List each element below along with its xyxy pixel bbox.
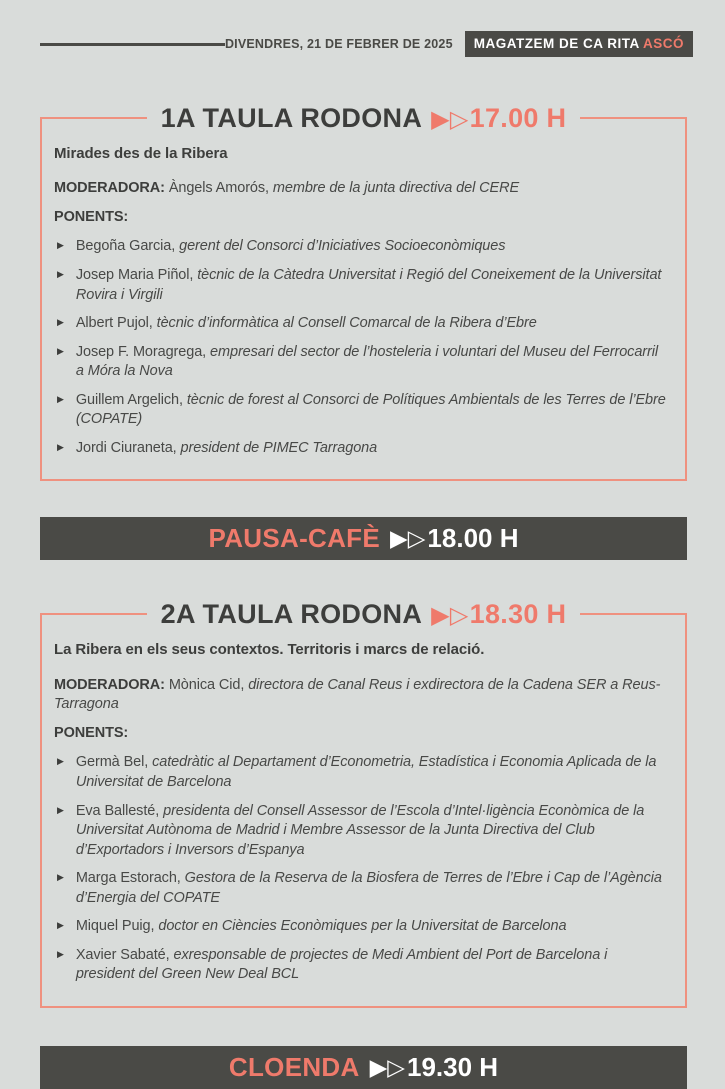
speaker-role: tècnic d’informàtica al Consell Comarcal de la Ribera d’Ebre: [156, 315, 537, 332]
bullet-arrow-icon: ▶: [57, 394, 64, 405]
session-1-speaker-list: [54, 237, 669, 458]
speaker-name: Josep F. Moragrega,: [75, 343, 207, 360]
bullet-arrow-icon: ▶: [57, 757, 64, 768]
speaker-name: Xavier Sabaté,: [75, 946, 170, 963]
break-label: PAUSA-CAFÈ: [208, 523, 381, 554]
speaker-item: [57, 869, 669, 908]
moderator-name: Àngels Amorós,: [168, 180, 269, 197]
speaker-name: Marga Estorach,: [75, 870, 181, 887]
venue-name: MAGATZEM DE CA RITA: [473, 36, 640, 51]
speaker-item: [57, 237, 669, 257]
speaker-role: Gestora de la Reserva de la Biosfera de Terres de l’Ebre i Cap de l’Agència d’Energia del COPATE: [75, 870, 662, 906]
speaker-role: presidenta del Consell Assessor de l’Escola d’Intel·ligència Econòmica de la Universitat Autònoma de Madrid i Membre Assessor de la Junta Directiva del Club d’Exportadors i Inversors d’Espanya: [75, 802, 645, 858]
speaker-item: [57, 439, 669, 459]
play-filled-icon: ▶: [431, 601, 450, 630]
session-1-title: [42, 99, 685, 142]
speaker-role: tècnic de la Càtedra Universitat i Regió del Coneixement de la Universitat Rovira i Virgili: [75, 266, 662, 303]
session-2-speaker-list: [54, 753, 669, 985]
moderator-name: Mònica Cid,: [168, 676, 245, 693]
session-1-body: [42, 119, 685, 479]
session-2-title: [42, 595, 685, 638]
header: [0, 0, 725, 57]
speaker-name: Eva Ballesté,: [75, 802, 160, 819]
session-1-time: 17.00 H: [469, 103, 567, 133]
speaker-item: [57, 314, 669, 334]
session-2-topic: La Ribera en els seus contextos. Territoris i marcs de relació.: [54, 641, 485, 659]
speaker-role: gerent del Consorci d’Iniciatives Socioeconòmiques: [179, 238, 506, 255]
bullet-arrow-icon: ▶: [57, 805, 64, 816]
bullet-arrow-icon: ▶: [57, 921, 64, 932]
speaker-name: Josep Maria Piñol,: [75, 266, 194, 283]
play-filled-icon: ▶: [431, 105, 450, 133]
play-outline-icon: ▷: [407, 525, 426, 552]
bullet-arrow-icon: ▶: [57, 241, 64, 252]
speaker-name: Begoña Garcia,: [75, 238, 176, 255]
closing-band: [40, 1046, 687, 1089]
speaker-role: tècnic de forest al Consorci de Polítiques Ambientals de les Terres de l’Ebre (COPATE): [75, 391, 666, 428]
session-2-panel: [40, 599, 687, 1008]
venue-city: ASCÓ: [642, 36, 684, 51]
play-outline-icon: ▷: [449, 105, 469, 133]
bullet-arrow-icon: ▶: [57, 318, 64, 329]
session-1-topic: Mirades des de la Ribera: [54, 145, 228, 162]
speaker-role: catedràtic al Departament d’Econometria, Estadística i Economia Aplicada de la Universitat de Barcelona: [75, 754, 657, 790]
session-1-title-text: 1A TAULA RODONA: [160, 103, 423, 133]
speaker-item: [57, 802, 669, 861]
speaker-role: empresari del sector de l’hosteleria i voluntari del Museu del Ferrocarril a Móra la Nova: [75, 343, 658, 380]
moderator-label: MODERADORA:: [54, 676, 165, 693]
speaker-item: [57, 266, 669, 305]
session-2-ponents-label: PONENTS:: [54, 724, 129, 741]
break-band: [40, 517, 687, 560]
venue-badge: [465, 31, 693, 57]
session-1-moderator: [54, 179, 669, 199]
session-1-ponents-label: PONENTS:: [54, 208, 129, 225]
header-rule: [40, 43, 225, 46]
speaker-item: [57, 917, 669, 937]
play-filled-icon: ▶: [390, 525, 408, 552]
bullet-arrow-icon: ▶: [57, 949, 64, 960]
play-outline-icon: ▷: [449, 601, 469, 630]
event-date: DIVENDRES, 21 DE FEBRER DE 2025: [224, 37, 453, 51]
bullet-arrow-icon: ▶: [57, 442, 64, 453]
session-2-body: [42, 615, 685, 1006]
speaker-role: president de PIMEC Tarragona: [180, 439, 378, 456]
session-2-time: 18.30 H: [469, 599, 567, 630]
speaker-role: exresponsable de projectes de Medi Ambient del Port de Barcelona i president del Green New Deal BCL: [75, 946, 608, 983]
session-1-panel: [40, 103, 687, 481]
session-2-moderator: [54, 676, 669, 715]
bullet-arrow-icon: ▶: [57, 346, 64, 357]
bullet-arrow-icon: ▶: [57, 873, 64, 884]
speaker-item: [57, 391, 669, 430]
session-2-title-text: 2A TAULA RODONA: [160, 599, 423, 630]
speaker-name: Germà Bel,: [75, 754, 149, 771]
speaker-name: Guillem Argelich,: [75, 391, 183, 408]
moderator-role: membre de la junta directiva del CERE: [272, 180, 520, 197]
play-filled-icon: ▶: [369, 1054, 388, 1081]
speaker-name: Albert Pujol,: [75, 315, 153, 332]
speaker-item: [57, 343, 669, 382]
break-time: 18.00 H: [427, 523, 519, 554]
speaker-item: [57, 946, 669, 985]
bullet-arrow-icon: ▶: [57, 269, 64, 280]
speaker-item: [57, 753, 669, 792]
closing-time: 19.30 H: [406, 1052, 499, 1082]
speaker-name: Miquel Puig,: [75, 918, 155, 935]
play-outline-icon: ▷: [387, 1054, 405, 1081]
closing-label: CLOENDA: [228, 1052, 360, 1082]
moderator-label: MODERADORA:: [54, 180, 165, 197]
speaker-role: doctor en Ciències Econòmiques per la Universitat de Barcelona: [158, 918, 567, 935]
speaker-name: Jordi Ciuraneta,: [75, 439, 177, 456]
moderator-role: directora de Canal Reus i exdirectora de la Cadena SER a Reus-Tarragona: [54, 676, 661, 713]
